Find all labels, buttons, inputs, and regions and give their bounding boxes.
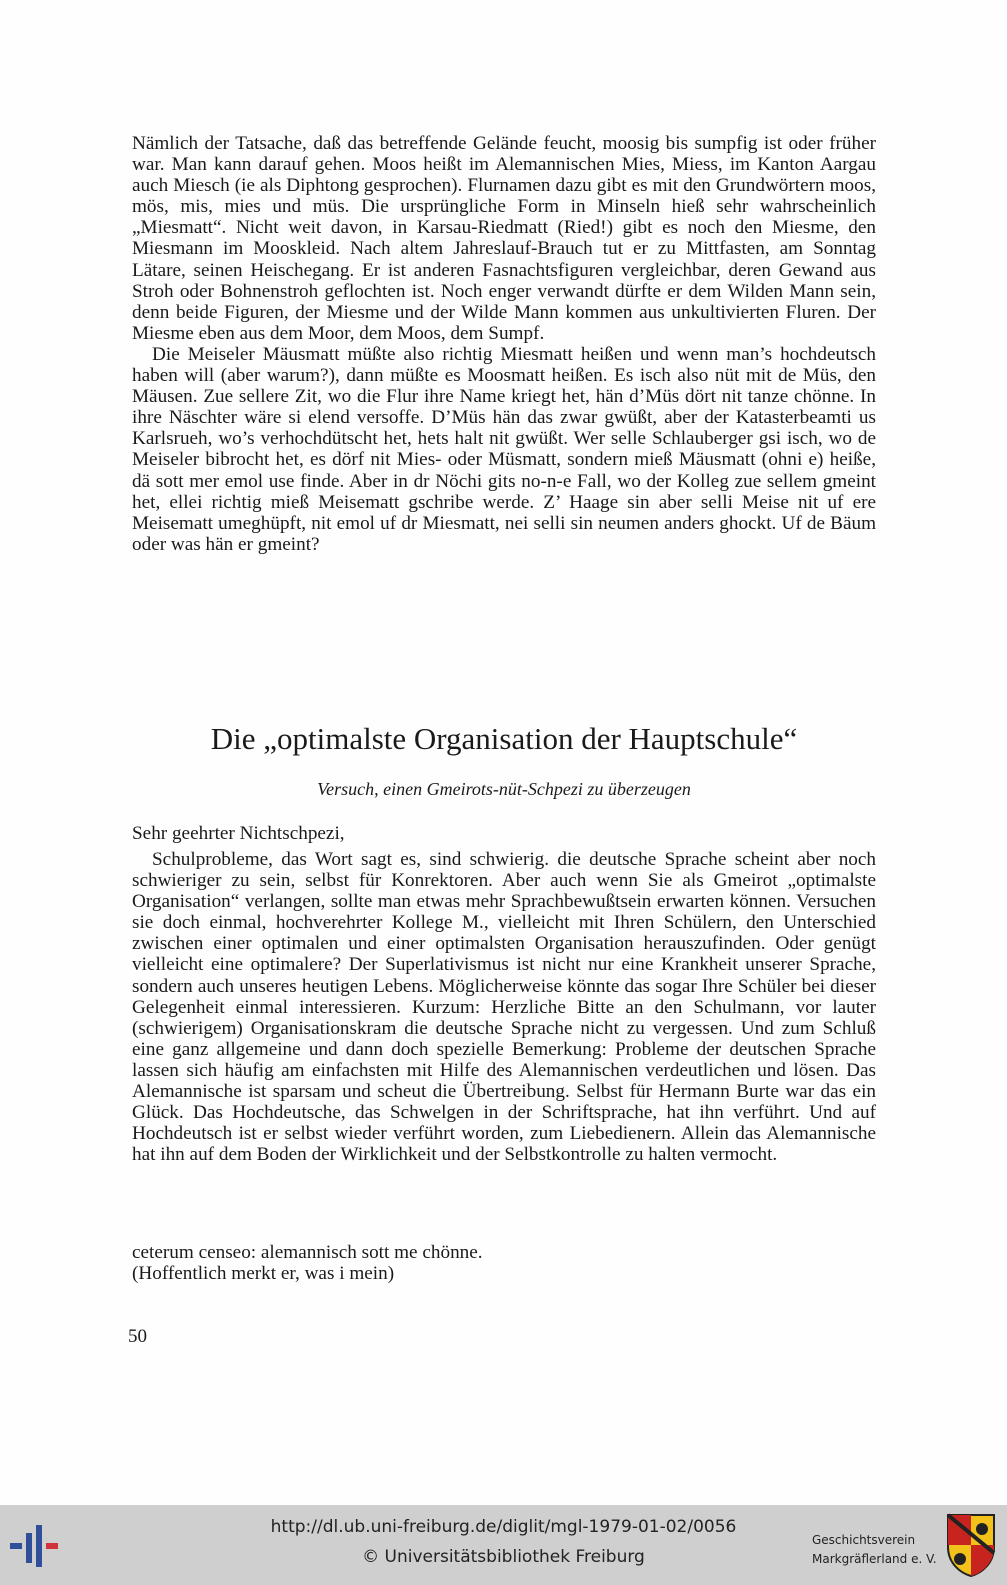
page-number: 50 xyxy=(128,1326,147,1347)
paragraph: Die Meiseler Mäusmatt müßte also richtig Miesmatt heißen und wenn man’s hochdeutsch haben will (aber warum?), dann müßte es Moosmatt heißen. Es isch also nüt mit de Müs, den Mäusen. Zue sellere Zit, wo die Flur ihre Name kriegt het, hän d’Müs dört nit tanze chönne. In ihre Näschter wäre si elend versoffe. D’Müs hän das zwar gwüßt, aber der Katasterbeamti us Karlsrueh, wo’s verhochdütscht het, hets halt nit gwüßt. Wer selle Schlauberger gsi isch, wo de Meiseler bibrocht het, es dörf nit Mies- oder Müsmatt, sondern mieß Mäusmatt (ohni e) heiße, dä sott mer emol use finde. Aber in dr Nöchi gits no-n-e Fall, wo der Kolleg zue sellem gmeint het, ellei richtig mieß Meisematt gschribe werde. Z’ Haage sin aber selli Meise nit uf ere Meisematt umeghüpft, nit emol uf dr Miesmatt, nei selli sin neumen anders ghockt. Uf de Bäum oder was hän er gmeint? xyxy=(132,343,876,555)
coat-of-arms-icon xyxy=(946,1513,996,1577)
copyright-notice: © Universitätsbibliothek Freiburg xyxy=(362,1547,645,1567)
salutation: Sehr geehrter Nichtschpezi, xyxy=(132,823,345,844)
continued-article-text xyxy=(132,133,876,555)
closing-line: ceterum censeo: alemannisch sott me chönne. xyxy=(132,1242,483,1263)
letter-body xyxy=(132,849,876,1165)
paragraph: Nämlich der Tatsache, daß das betreffende Gelände feucht, moosig bis sumpfig ist oder früher war. Man kann darauf gehen. Moos heißt im Alemannischen Mies, Miess, im Kanton Aargau auch Miesch (ie als Diphtong gesprochen). Flurnamen dazu gibt es mit den Grundwörtern moos, mös, mis, mies und müs. Die ursprüngliche Form in Minseln hieß sehr wahrscheinlich „Miesmatt“. Nicht weit davon, in Karsau-Riedmatt (Ried!) gibt es noch den Miesme, den Miesmann im Mooskleid. Nach altem Jahreslauf-Brauch tut er zu Mittfasten, am Sonntag Lätare, seinen Heischegang. Er ist anderen Fasnachtsfiguren vergleichbar, deren Gewand aus Stroh oder Bohnenstroh geflochten ist. Noch enger verwandt dürfte er dem Wilden Mann sein, denn beide Figuren, der Miesme und der Wilde Mann kommen aus unkultivierten Fluren. Der Miesme eben aus dem Moor, dem Moos, dem Sumpf. xyxy=(132,133,876,344)
paragraph: Schulprobleme, das Wort sagt es, sind schwierig. die deutsche Sprache scheint aber noch schwieriger zu sein, selbst für Konrektoren. Aber auch wenn Sie als Gmeirot „optimalste Organisation“ verlangen, sollte man etwas mehr Sprachbewußtsein erwarten können. Versuchen sie doch einmal, hochverehrter Kollege M., vielleicht mit Ihren Schülern, den Unterschied zwischen einer optimalen und einer optimalsten Organisation herauszufinden. Oder genügt vielleicht eine optimalere? Der Superlativismus ist nicht nur eine Krankheit unserer Sprache, sondern auch unseres heutigen Lebens. Möglicherweise könnte das sogar Ihre Schüler bei dieser Gelegenheit einmal interessieren. Kurzum: Herzliche Bitte an den Schulmann, vor lauter (schwierigem) Organisationskram die deutsche Sprache nicht zu vergessen. Und zum Schluß eine ganz allgemeine und dann doch spezielle Bemerkung: Probleme der deutschen Sprache lassen sich häufig am einfachsten mit Hilfe des Alemannischen verdeutlichen und lösen. Das Alemannische ist sparsam und scheut die Übertreibung. Selbst für Hermann Burte war das ein Glück. Das Hochdeutsche, das Schwelgen in der Schriftsprache, hat ihn verführt. Und auf Hochdeutsch ist er selbst wieder verführt worden, zum Liebedienern. Allein das Alemannische hat ihn auf dem Boden der Wirklichkeit und der Selbstkontrolle zu halten vermocht. xyxy=(132,849,876,1166)
article-title: Die „optimalste Organisation der Hauptschule“ xyxy=(210,721,798,756)
footer-bar xyxy=(0,1505,1007,1585)
postscript-line: (Hoffentlich merkt er, was i mein) xyxy=(132,1263,395,1284)
society-name-line2: Markgräflerland e. V. xyxy=(812,1552,937,1566)
document-url-link[interactable]: http://dl.ub.uni-freiburg.de/diglit/mgl-1979-01-02/0056 xyxy=(270,1517,737,1537)
society-name-line1: Geschichtsverein xyxy=(812,1533,916,1547)
article-subtitle: Versuch, einen Gmeirots-nüt-Schpezi zu überzeugen xyxy=(317,779,691,799)
